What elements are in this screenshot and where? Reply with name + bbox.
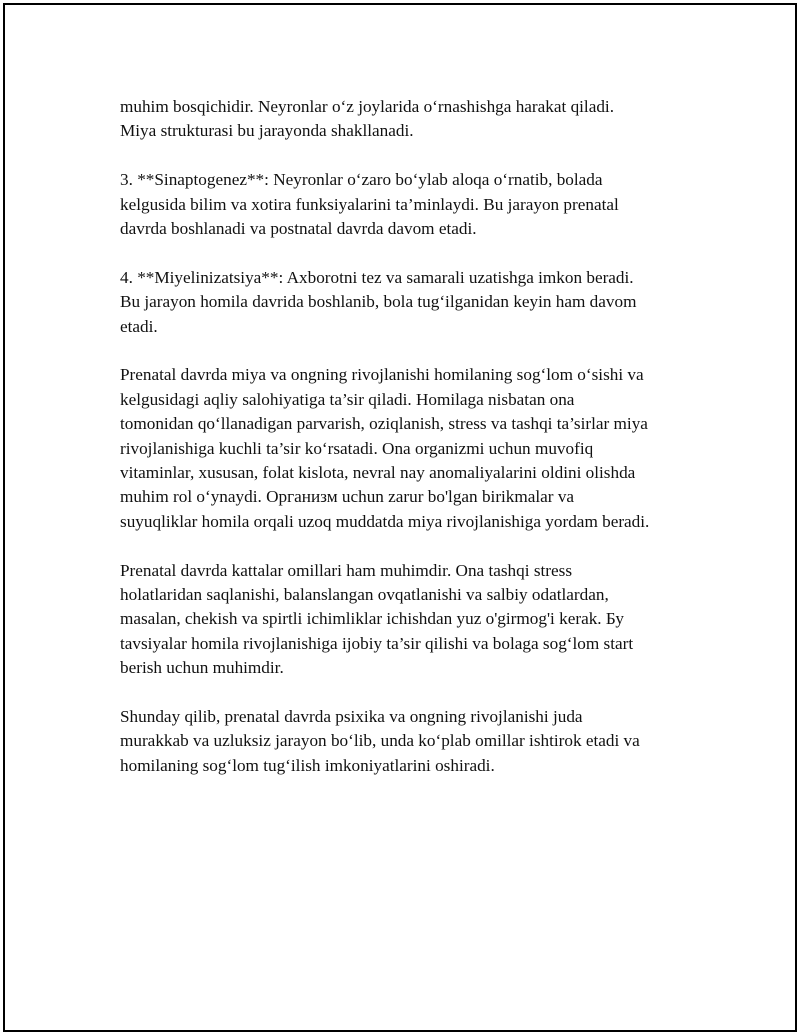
paragraph-myelination: 4. **Miyelinizatsiya**: Axborotni tez va samarali uzatishga imkon beradi. Bu jarayon homila davrida boshlanib, bola tug‘ilganidan keyin ham davom etadi. <box>120 267 637 336</box>
document-body <box>120 95 710 803</box>
paragraph-prenatal-development: Prenatal davrda miya va ongning rivojlanishi homilaning sog‘lom o‘sishi va kelgusidagi aqliy salohiyatiga ta’sir qiladi. Homilaga nisbatan ona tomonidan qo‘llanadigan parvarish, oziqlanish, stress va tashqi ta’sirlar miya rivojlanishiga kuchli ta’sir ko‘rsatadi. Ona organizmi uchun muvofiq vitaminlar, xususan, folat kislota, nevral nay anomaliyalarini oldini olishda muhim rol o‘ynaydi. Организм uchun zarur bo'lgan birikmalar va suyuqliklar homila orqali uzoq muddatda miya rivojlanishiga yordam beradi. <box>120 365 650 531</box>
paragraph-neuron-migration: muhim bosqichidir. Neyronlar o‘z joylarida o‘rnashishga harakat qiladi. Miya strukturasi bu jarayonda shakllanadi. <box>120 97 615 141</box>
paragraph-maternal-factors: Prenatal davrda kattalar omillari ham muhimdir. Ona tashqi stress holatlaridan saqlanishi, balanslangan ovqatlanishi va salbiy odatlardan, masalan, chekish va spirtli ichimliklar ichishdan yuz o'girmog'i kerak. Бу tavsiyalar homila rivojlanishiga ijobiy ta’sir qilishi va bolaga sog‘lom start berish uchun muhimdir. <box>120 560 634 678</box>
paragraph-synaptogenesis: 3. **Sinaptogenez**: Neyronlar o‘zaro bo‘ylab aloqa o‘rnatib, bolada kelgusida bilim va xotira funksiyalarini ta’minlaydi. Bu jarayon prenatal davrda boshlanadi va postnatal davrda davom etadi. <box>120 170 619 239</box>
document-page <box>3 3 797 1032</box>
paragraph-conclusion: Shunday qilib, prenatal davrda psixika va ongning rivojlanishi juda murakkab va uzluksiz jarayon bo‘lib, unda ko‘plab omillar ishtirok etadi va homilaning sog‘lom tug‘ilish imkoniyatlarini oshiradi. <box>120 707 640 775</box>
